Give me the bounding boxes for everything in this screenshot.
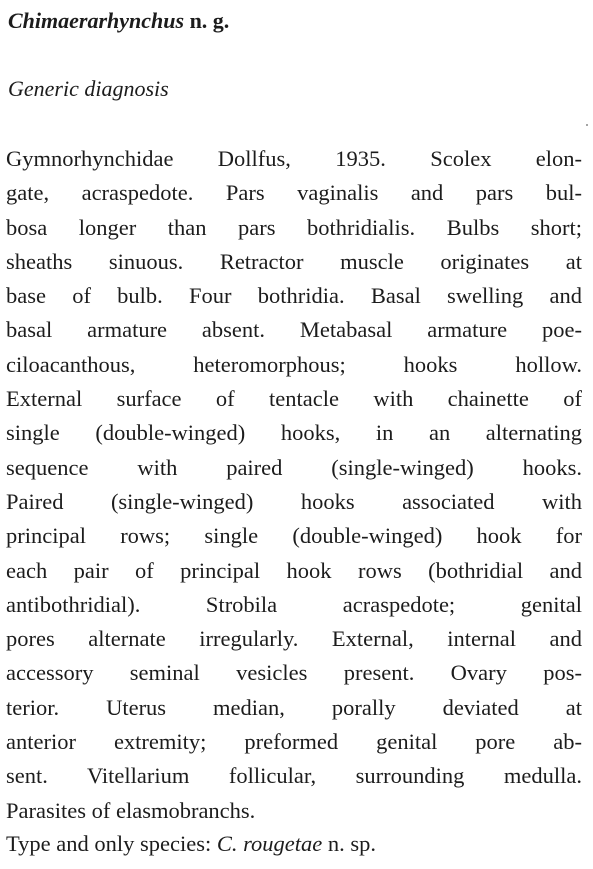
diagnosis-line: Parasites of elasmobranchs. — [6, 797, 256, 823]
diagnosis-line: basal armature absent. Metabasal armature poe- — [6, 317, 582, 343]
diagnosis-line: External surface of tentacle with chainette of — [6, 386, 582, 412]
diagnosis-line: pores alternate irregularly. External, internal and — [6, 626, 582, 652]
diagnosis-line: single (double-winged) hooks, in an alternating — [6, 420, 582, 446]
diagnosis-line: Gymnorhynchidae Dollfus, 1935. Scolex elon- — [6, 146, 582, 171]
diagnosis-line: accessory seminal vesicles present. Ovary pos- — [6, 660, 582, 686]
type-species-line — [6, 828, 376, 860]
diagnosis-line: terior. Uterus median, porally deviated at — [6, 694, 582, 720]
diagnosis-line: sent. Vitellarium follicular, surrounding medulla. — [6, 763, 582, 789]
diagnosis-line: gate, acraspedote. Pars vaginalis and pars bul- — [6, 180, 582, 206]
diagnosis-paragraph — [6, 142, 582, 828]
diagnosis-line: bosa longer than pars bothridialis. Bulbs short; — [6, 214, 582, 240]
diagnosis-line: base of bulb. Four bothridia. Basal swelling and — [6, 283, 582, 309]
diagnosis-line: each pair of principal hook rows (bothridial and — [6, 557, 582, 583]
diagnosis-line: Paired (single-winged) hooks associated with — [6, 488, 582, 514]
diagnosis-line: ciloacanthous, heteromorphous; hooks hollow. — [6, 351, 582, 377]
new-species-marker: n. sp. — [322, 831, 377, 856]
diagnosis-line: principal rows; single (double-winged) hook for — [6, 523, 582, 549]
diagnosis-line: sequence with paired (single-winged) hooks. — [6, 454, 582, 480]
diagnosis-line: anterior extremity; preformed genital pore ab- — [6, 729, 582, 755]
genus-heading — [8, 6, 229, 36]
section-title: Generic diagnosis — [8, 76, 169, 101]
type-species-name: rougetae — [243, 831, 323, 856]
scan-speck — [586, 124, 588, 126]
diagnosis-line: sheaths sinuous. Retractor muscle originates at — [6, 248, 582, 274]
new-genus-marker: n. g. — [184, 8, 230, 33]
type-genus-abbrev: C. — [216, 831, 244, 856]
genus-name: Chimaerarhynchus — [8, 8, 185, 33]
diagnosis-line: antibothridial). Strobila acraspedote; genital — [6, 591, 582, 617]
type-species-prefix: Type and only species: — [6, 831, 217, 856]
